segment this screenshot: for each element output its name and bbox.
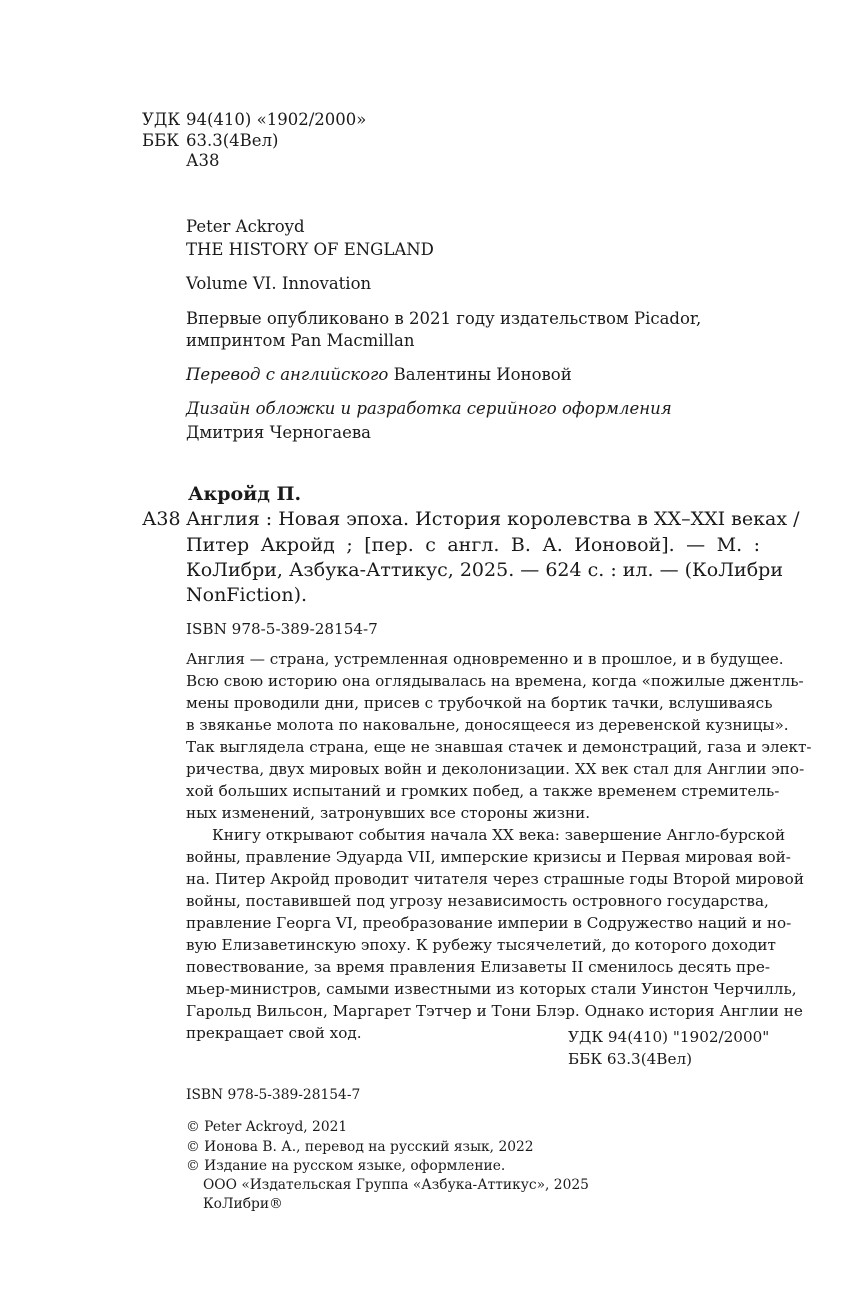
published-line-2: импринтом Pan Macmillan xyxy=(186,331,415,350)
bottom-udk: УДК 94(410) "1902/2000" xyxy=(568,1028,770,1046)
bbk-label: ББК xyxy=(142,131,180,150)
catalog-line-3: КоЛибри, Азбука-Аттикус, 2025. — 624 с. : ил. — (КоЛибри xyxy=(186,559,783,581)
udk-label: УДК xyxy=(142,110,181,129)
designer-name: Дмитрия Черногаева xyxy=(186,423,371,442)
annotation-line: прекращает свой ход. xyxy=(186,1024,362,1042)
bbk-value: 63.3(4Вел) xyxy=(186,131,279,150)
design-label: Дизайн обложки и разработка серийного оформления xyxy=(186,399,672,418)
annotation-line: Англия — страна, устремленная одновременно и в прошлое, и в будущее. xyxy=(186,650,784,668)
translation-line xyxy=(186,367,572,384)
translation-label: Перевод с английского xyxy=(186,365,389,384)
annotation-line: вую Елизаветинскую эпоху. К рубежу тысячелетий, до которого доходит xyxy=(186,936,776,954)
catalog-line-2: Питер Акройд ; [пер. с англ. В. А. Ионовой]. — М. : xyxy=(186,534,760,556)
original-volume: Volume VI. Innovation xyxy=(186,274,372,293)
annotation-line: на. Питер Акройд проводит читателя через страшные годы Второй мировой xyxy=(186,870,804,888)
annotation-line: повествование, за время правления Елизаветы II сменилось десять пре- xyxy=(186,958,770,976)
copyright-line: КоЛибри® xyxy=(203,1196,283,1212)
isbn-bottom: ISBN 978-5-389-28154-7 xyxy=(186,1087,361,1103)
annotation-line: хой больших испытаний и громких побед, а также временем стремитель- xyxy=(186,782,780,800)
published-line-1: Впервые опубликовано в 2021 году издательством Picador, xyxy=(186,309,702,328)
annotation-line: Гарольд Вильсон, Маргарет Тэтчер и Тони Блэр. Однако история Англии не xyxy=(186,1002,803,1020)
udk-value: 94(410) «1902/2000» xyxy=(186,110,367,129)
catalog-line-1: Англия : Новая эпоха. История королевства в XX–XXI веках / xyxy=(186,508,800,530)
annotation-line: войны, поставившей под угрозу независимость островного государства, xyxy=(186,892,769,910)
annotation-line: ных изменений, затронувших все стороны жизни. xyxy=(186,804,591,822)
annotation-line: в звяканье молота по наковальне, доносящееся из деревенской кузницы». xyxy=(186,716,789,734)
copyright-line: © Peter Ackroyd, 2021 xyxy=(186,1119,348,1135)
annotation-line: мены проводили дни, присев с трубочкой на бортик тачки, вслушиваясь xyxy=(186,694,773,712)
annotation-line: мьер-министров, самыми известными из которых стали Уинстон Черчилль, xyxy=(186,980,797,998)
original-title: THE HISTORY OF ENGLAND xyxy=(186,240,434,259)
catalog-isbn: ISBN 978-5-389-28154-7 xyxy=(186,620,378,638)
copyright-line: ООО «Издательская Группа «Азбука-Аттикус», 2025 xyxy=(203,1177,589,1193)
translator-name: Валентины Ионовой xyxy=(393,365,572,384)
copyright-line: © Издание на русском языке, оформление. xyxy=(186,1158,506,1174)
annotation-line: правление Георга VI, преобразование империи в Содружество наций и но- xyxy=(186,914,792,932)
annotation-line: Всю свою историю она оглядывалась на времена, когда «пожилые джентль- xyxy=(186,672,804,690)
annotation-line: Так выглядела страна, еще не знавшая стачек и демонстраций, газа и элект- xyxy=(186,738,812,756)
annotation-line: ричества, двух мировых войн и деколонизации. XX век стал для Англии эпо- xyxy=(186,760,805,778)
copyright-line: © Ионова В. А., перевод на русский язык, 2022 xyxy=(186,1139,534,1155)
original-author: Peter Ackroyd xyxy=(186,217,305,236)
annotation-line: войны, правление Эдуарда VII, имперские кризисы и Первая мировая вой- xyxy=(186,848,791,866)
catalog-heading: Акройд П. xyxy=(188,483,302,505)
annotation-line: Книгу открывают события начала XX века: завершение Англо-бурской xyxy=(212,826,786,844)
bottom-bbk: ББК 63.3(4Вел) xyxy=(568,1050,693,1068)
catalog-line-4: NonFiction). xyxy=(186,584,308,606)
catalog-mark: А38 xyxy=(142,508,181,530)
author-mark: А38 xyxy=(186,151,220,170)
